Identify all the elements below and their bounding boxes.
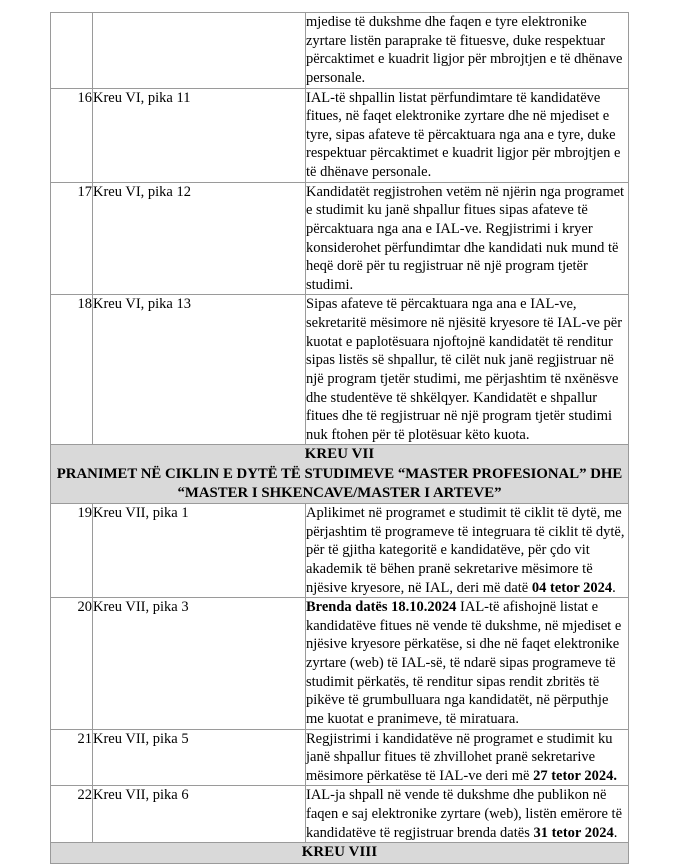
- table-row: [51, 88, 629, 182]
- row-number-cell: 19: [51, 504, 93, 598]
- regulation-table: [50, 12, 629, 864]
- row-number-cell: 20: [51, 598, 93, 729]
- row-content-cell: [306, 295, 629, 445]
- chapter-heading-cell: [51, 843, 629, 863]
- row-reference-cell: Kreu VII, pika 6: [93, 786, 306, 843]
- chapter-heading-line: KREU VII: [304, 446, 375, 463]
- content-text: Aplikimet në programet e studimit të ciklit të dytë, me përjashtim të programeve të integruara të ciklit të dytë, për të gjitha kategoritë e kandidatëve, për çdo vit akademik të bëhen pranë sekretarive mësimore të njësive kryesore, në IAL, deri më datë: [306, 505, 625, 596]
- chapter-heading-line: “MASTER I SHKENCAVE/MASTER I ARTEVE”: [177, 484, 502, 501]
- row-content-cell: [306, 504, 629, 598]
- content-text: IAL-të afishojnë listat e kandidatëve fitues në vende të dukshme, në mjediset e njësive kryesore përkatëse, si dhe në faqet elektronike zyrtare (web) të IAL-së, të ndarë sipas programeve të studimit përkatës, të renditur sipas rendit zbritës të pikëve të grumbulluara nga kandidatët, në përputhje me kuotat e pranimeve, të miratuara.: [306, 599, 622, 727]
- row-number-cell: 16: [51, 88, 93, 182]
- row-content-paragraph: [306, 730, 628, 786]
- row-number-cell: 18: [51, 295, 93, 445]
- content-emphasis: 27 tetor 2024.: [533, 767, 617, 784]
- row-content-cell: [306, 729, 629, 786]
- content-text: Kandidatët regjistrohen vetëm në njërin nga programet e studimit ku janë shpallur fitues sipas afateve të përcaktuara nga ana e IAL-ve. Regjistrimi i kryer konsiderohet përfundimtar dhe kandidati nuk mund të heqë dorë për tu regjistruar në një program tjetër studimi.: [306, 183, 625, 293]
- content-emphasis: 31 tetor 2024: [533, 824, 614, 841]
- row-content-cell: [306, 598, 629, 729]
- row-content-paragraph: [306, 504, 628, 597]
- content-emphasis: Brenda datës 18.10.2024: [306, 599, 457, 616]
- row-content-paragraph: [306, 598, 628, 728]
- row-number-cell: 22: [51, 786, 93, 843]
- row-reference-cell: Kreu VI, pika 11: [93, 88, 306, 182]
- row-number-cell: 21: [51, 729, 93, 786]
- chapter-heading-cell: [51, 445, 629, 504]
- table-row: [51, 729, 629, 786]
- row-number-cell: [51, 13, 93, 89]
- table-row: [51, 786, 629, 843]
- chapter-heading-row: [51, 445, 629, 504]
- row-reference-cell: Kreu VII, pika 3: [93, 598, 306, 729]
- row-content-paragraph: [306, 183, 628, 295]
- row-content-cell: [306, 786, 629, 843]
- row-content-cell: [306, 13, 629, 89]
- table-row: [51, 295, 629, 445]
- row-reference-cell: Kreu VI, pika 13: [93, 295, 306, 445]
- row-content-paragraph: [306, 786, 628, 842]
- row-content-paragraph: [306, 13, 628, 88]
- row-number-cell: 17: [51, 182, 93, 295]
- table-row: [51, 504, 629, 598]
- row-reference-cell: Kreu VII, pika 5: [93, 729, 306, 786]
- row-content-paragraph: [306, 89, 628, 182]
- content-emphasis: 04 tetor 2024: [531, 579, 613, 596]
- row-reference-cell: [93, 13, 306, 89]
- row-reference-cell: Kreu VII, pika 1: [93, 504, 306, 598]
- table-row: [51, 182, 629, 295]
- content-text: Sipas afateve të përcaktuara nga ana e IAL-ve, sekretaritë mësimore në njësitë kryesore të IAL-ve për kuotat e paplotësuara njoftojnë kandidatët të renditur sipas listës së shpallur, të cilët nuk janë regjistruar në një program tjetër studimi, me përjashtim të nxënësve dhe studentëve të shkëlqyer. Kandidatët e shpallur fitues dhe të regjistruar në një program tjetër studimi nuk ftohen për të plotësuar këto kuota.: [306, 296, 623, 443]
- row-reference-cell: Kreu VI, pika 12: [93, 182, 306, 295]
- content-text: IAL-të shpallin listat përfundimtare të kandidatëve fitues, në faqet elektronike zyrtare dhe në mjediset e tyre, sipas afateve të përcaktuara nga ana e tyre, duke respektuar përcaktimet e kuadrit ligjor për mbrojtjen e të dhënave personale.: [306, 89, 621, 180]
- content-text: IAL-ja shpall në vende të dukshme dhe publikon në faqen e saj elektronike zyrtare (web), listën emërore të kandidatëve të regjistruar brenda datës: [306, 787, 623, 841]
- content-text: .: [613, 824, 618, 841]
- content-text: Regjistrimi i kandidatëve në programet e studimit ku janë shpallur fitues të zhvillohet pranë sekretarive mësimore përkatëse të IAL-ve deri më: [306, 730, 613, 784]
- row-content-cell: [306, 88, 629, 182]
- chapter-heading-row: [51, 843, 629, 863]
- content-text: mjedise të dukshme dhe faqen e tyre elektronike zyrtare listën paraprake të fituesve, duke respektuar përcaktimet e kuadrit ligjor për mbrojtjen e të dhënave personale.: [306, 14, 623, 86]
- chapter-heading-line: PRANIMET NË CIKLIN E DYTË TË STUDIMEVE “MASTER PROFESIONAL” DHE: [56, 465, 623, 482]
- table-row: [51, 13, 629, 89]
- row-content-paragraph: [306, 295, 628, 444]
- row-content-cell: [306, 182, 629, 295]
- table-row: [51, 598, 629, 729]
- chapter-heading-line: KREU VIII: [301, 844, 378, 861]
- content-text: .: [612, 579, 616, 596]
- table-body: [51, 13, 629, 864]
